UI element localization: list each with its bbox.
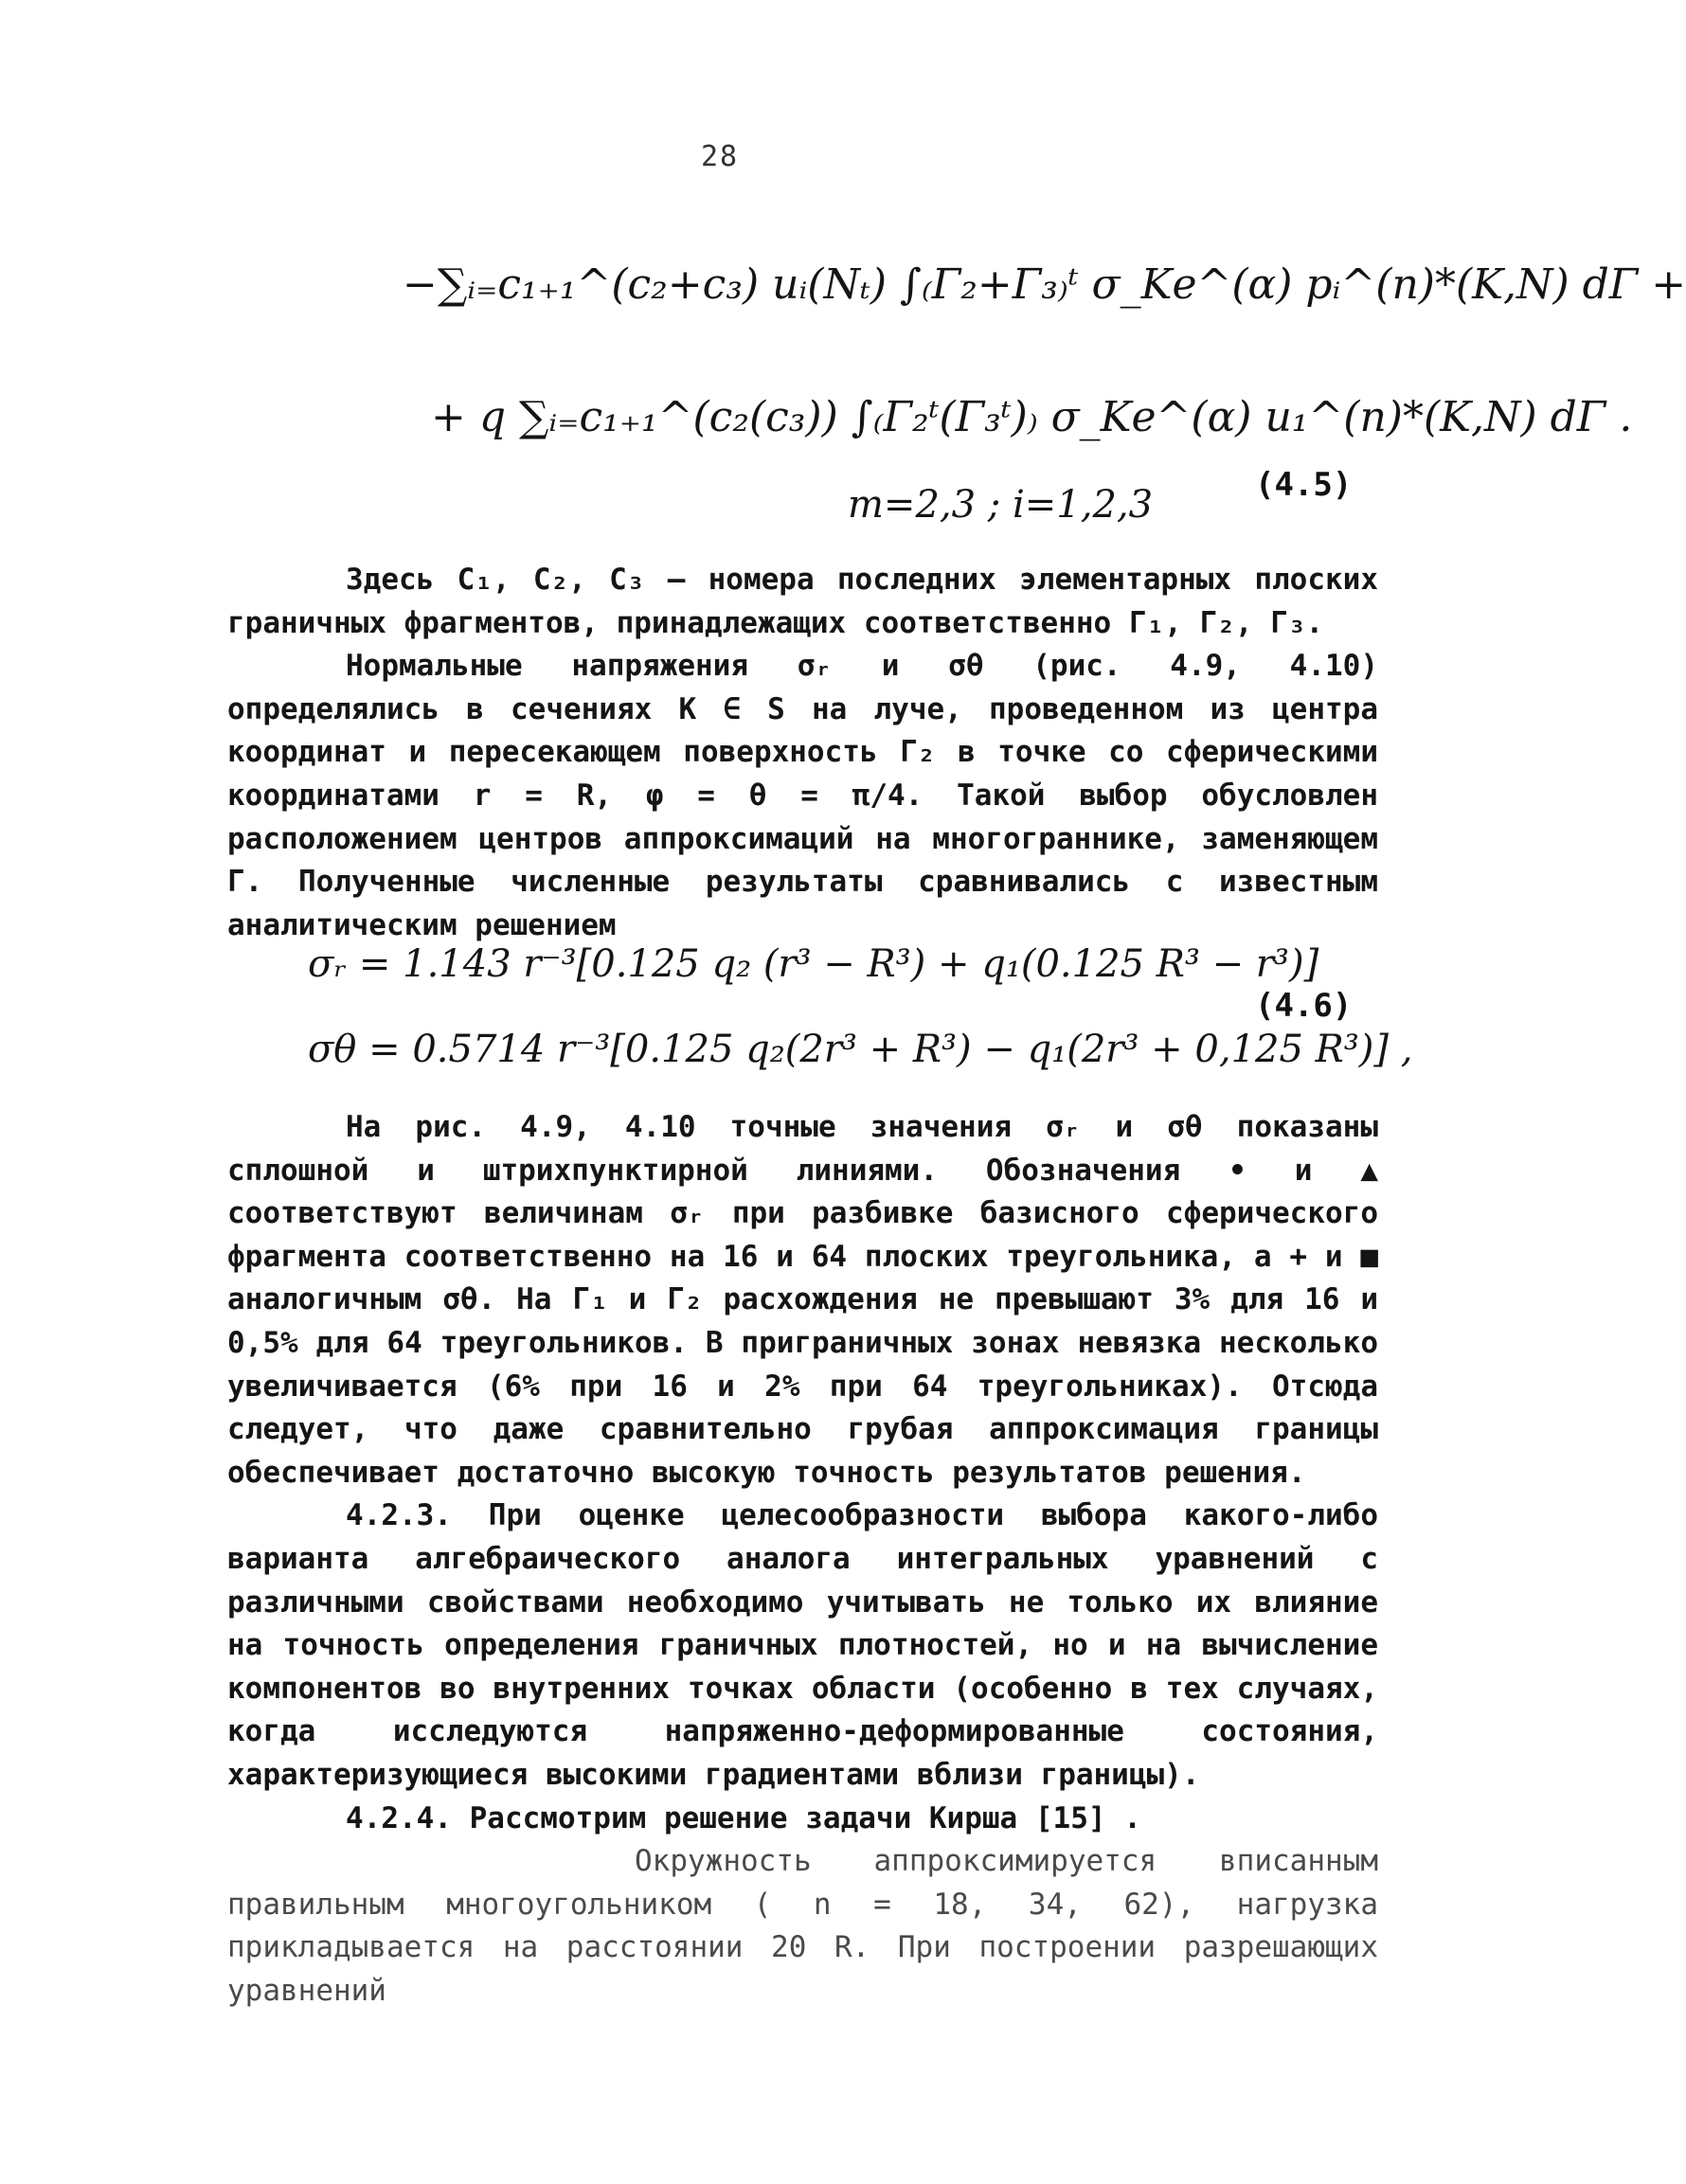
formula-4-6-line-1: σᵣ = 1.143 r⁻³[0.125 q₂ (r³ − R³) + q₁(0.125 R³ − r³)]: [308, 942, 1319, 986]
formula-4-6-line-2: σθ = 0.5714 r⁻³[0.125 q₂(2r³ + R³) − q₁(2r³ + 0,125 R³)] ,: [308, 1028, 1413, 1071]
paragraph-stress: Нормальные напряжения σᵣ и σθ (рис. 4.9, 4.10) определялись в сечениях K ∈ S на луче, проведенном из центра координат и пересекающем поверхность Γ₂ в точке со сферическими координатами r = R, φ = θ = π/4. Такой выбор обусловлен расположением центров аппроксимаций на многограннике, заменяющем Γ. Полученные численные результаты сравнивались с известным аналитическим решением: [227, 649, 1378, 942]
equation-number-4-6: (4.6): [1255, 987, 1353, 1025]
paragraph-figures: На рис. 4.9, 4.10 точные значения σᵣ и σθ показаны сплошной и штрихпунктирной линиями. Обозначения • и ▲ соответствуют величинам σᵣ при разбивке базисного сферического фрагмента соответственно на 16 и 64 плоских треугольника, а + и ■ аналогичным σθ. На Γ₁ и Γ₂ расхождения не превышают 3% для 16 и 0,5% для 64 треугольников. В приграничных зонах невязка несколько увеличивается (6% при 16 и 2% при 64 треугольниках). Отсюда следует, что даже сравнительно грубая аппроксимация границы обеспечивает достаточно высокую точность результатов решения.: [227, 1110, 1378, 1490]
paragraph-4-2-4: 4.2.4. Рассмотрим решение задачи Кирша [15] .: [346, 1800, 1141, 1835]
formula-4-5-indices: m=2,3 ; i=1,2,3: [848, 483, 1154, 527]
equation-number-4-5: (4.5): [1255, 466, 1353, 504]
paragraph-circle: Окружность аппроксимируется вписанным правильным многоугольником ( n = 18, 34, 62), нагрузка прикладывается на расстоянии 20 R. При построении разрешающих уравнений: [227, 1844, 1378, 2008]
page-number: 28: [700, 140, 740, 173]
paragraph-here: Здесь C₁, C₂, C₃ – номера последних элементарных плоских граничных фрагментов, принадлежащих соответственно Γ₁, Γ₂, Γ₃.: [227, 563, 1378, 640]
formula-4-5-line-1: −∑ᵢ₌c₁₊₁^(c₂+c₃) uᵢ(Nₜ) ∫₍Γ₂+Γ₃₎ᵗ σ_Kе^(α) pᵢ^(n)*(K,N) dΓ +: [403, 260, 1686, 309]
text-block-lower: [227, 1106, 1378, 2013]
paragraph-4-2-3: 4.2.3. При оценке целесообразности выбора какого-либо варианта алгебраического аналога интегральных уравнений с различными свойствами необходимо учитывать не только их влияние на точность определения граничных плотностей, но и на вычисление компонентов во внутренних точках области (особенно в тех случаях, когда исследуются напряженно-деформированные состояния, характеризующиеся высокими градиентами вблизи границы).: [227, 1498, 1378, 1792]
formula-4-5-line-2: + q ∑ᵢ₌c₁₊₁^(c₂(c₃)) ∫₍Γ₂ᵗ(Γ₃ᵗ)₎ σ_Kе^(α) u₁^(n)*(K,N) dΓ .: [431, 393, 1633, 441]
text-block-upper: [227, 559, 1378, 947]
